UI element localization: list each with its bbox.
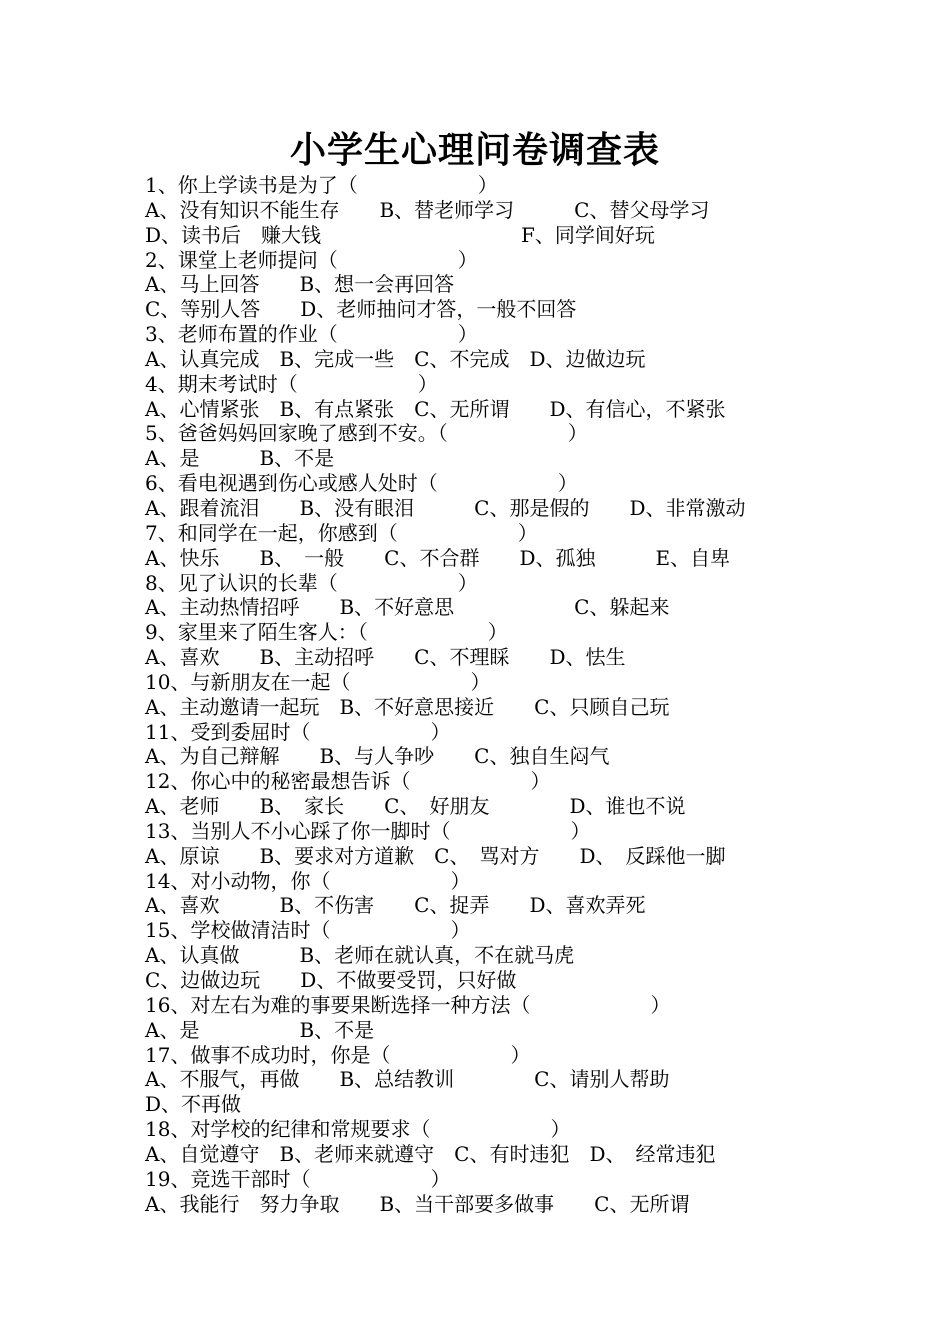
question-line: 11、受到委屈时（ ） — [145, 719, 451, 744]
options-line: A、认真完成 B、完成一些 C、不完成 D、边做边玩 — [145, 346, 646, 371]
question-line: 2、课堂上老师提问（ ） — [145, 247, 478, 272]
options-line: D、读书后 赚大钱 F、同学间好玩 — [145, 222, 655, 247]
question-line: 19、竞选干部时（ ） — [145, 1166, 451, 1191]
options-line: A、喜欢 B、主动招呼 C、不理睬 D、怯生 — [145, 645, 626, 670]
question-line: 10、与新朋友在一起（ ） — [145, 669, 491, 694]
question-line: 17、做事不成功时，你是（ ） — [145, 1042, 531, 1067]
options-line: A、不服气，再做 B、总结教训 C、请别人帮助 — [145, 1067, 670, 1092]
options-line: C、等别人答 D、老师抽问才答，一般不回答 — [145, 297, 577, 322]
question-line: 7、和同学在一起，你感到（ ） — [145, 520, 538, 545]
page-title: 小学生心理问卷调查表 — [289, 129, 660, 171]
options-line: A、喜欢 B、不伤害 C、捉弄 D、喜欢弄死 — [145, 893, 646, 918]
options-line: A、是 B、不是 — [145, 446, 335, 471]
options-line: A、跟着流泪 B、没有眼泪 C、那是假的 D、非常激动 — [145, 495, 746, 520]
question-line: 14、对小动物，你（ ） — [145, 868, 471, 893]
options-line: A、没有知识不能生存 B、替老师学习 C、替父母学习 — [145, 197, 710, 222]
question-line: 9、家里来了陌生客人：（ ） — [145, 620, 508, 645]
question-line: 1、你上学读书是为了（ ） — [145, 173, 498, 197]
question-line: 12、你心中的秘密最想告诉（ ） — [145, 769, 551, 794]
question-line: 6、看电视遇到伤心或感人处时（ ） — [145, 471, 578, 496]
options-line: A、马上回答 B、想一会再回答 — [145, 272, 455, 297]
options-line: A、认真做 B、老师在就认真，不在就马虎 — [145, 943, 575, 968]
options-line: A、老师 B、 家长 C、 好朋友 D、谁也不说 — [145, 794, 686, 819]
question-line: 15、学校做清洁时（ ） — [145, 918, 471, 943]
question-line: 18、对学校的纪律和常规要求（ ） — [145, 1117, 571, 1142]
options-line: A、为自己辩解 B、与人争吵 C、独自生闷气 — [145, 744, 610, 769]
question-line: 13、当别人不小心踩了你一脚时（ ） — [145, 818, 591, 843]
options-line: A、主动热情招呼 B、不好意思 C、躲起来 — [145, 595, 670, 620]
options-line: D、不再做 — [145, 1092, 242, 1117]
question-line: 8、见了认识的长辈（ ） — [145, 570, 478, 595]
options-line: C、边做边玩 D、不做要受罚，只好做 — [145, 968, 517, 992]
question-line: 4、期末考试时（ ） — [145, 371, 438, 396]
options-line: A、心情紧张 B、有点紧张 C、无所谓 D、有信心，不紧张 — [145, 396, 726, 421]
question-line: 3、老师布置的作业（ ） — [145, 322, 478, 347]
options-line: A、我能行 努力争取 B、当干部要多做事 C、无所谓 — [145, 1191, 690, 1216]
options-line: A、快乐 B、 一般 C、不合群 D、孤独 E、自卑 — [145, 545, 731, 570]
question-line: 5、爸爸妈妈回家晚了感到不安。（ ） — [145, 421, 588, 446]
questionnaire-body — [145, 173, 865, 1216]
options-line: A、是 B、不是 — [145, 1017, 375, 1042]
question-line: 16、对左右为难的事要果断选择一种方法（ ） — [145, 992, 671, 1017]
options-line: A、自觉遵守 B、老师来就遵守 C、有时违犯 D、 经常违犯 — [145, 1141, 716, 1166]
options-line: A、主动邀请一起玩 B、不好意思接近 C、只顾自己玩 — [145, 694, 670, 719]
options-line: A、原谅 B、要求对方道歉 C、 骂对方 D、 反踩他一脚 — [145, 843, 726, 868]
